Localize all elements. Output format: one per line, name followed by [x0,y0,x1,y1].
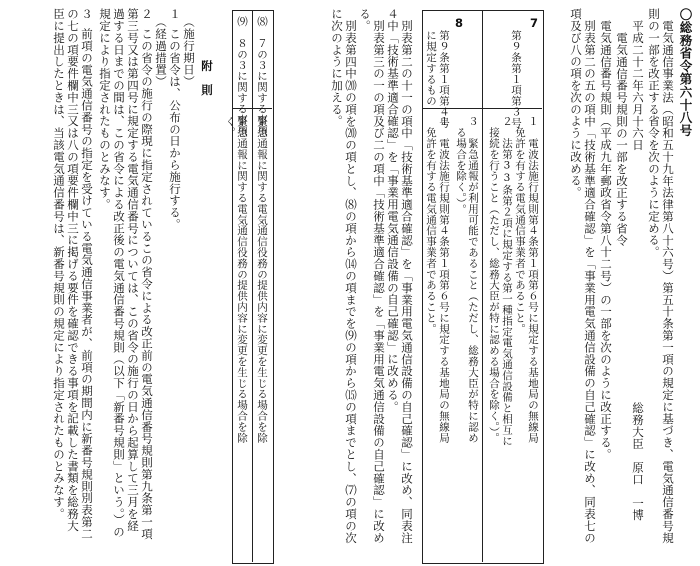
table2-row-9-value: 緊急通報に関する電気通信役務の提供内容に変更を生じる場合を除 [236,116,248,443]
amend-line-2: ４中「技術基準適合確認」を「事業用電気通信設備の自己確認」に改める。 [386,8,400,413]
enactment-date: 平成二十二年六月十六日 [631,20,645,151]
table-row-8-items-1b: 免許を有する電気通信事業者であること。 [425,116,437,334]
s2-text-2: 第三号又は第四号に規定する電気通信番号については、この省令の施行の日から起算して三月を経 [126,8,140,532]
table-row-7-number: 7 [527,16,541,31]
s1-number: １ [168,8,182,20]
table-row-8-number: 8 [452,16,466,31]
supplementary-heading: 附 則 [200,60,214,96]
s2-number: ２ [140,8,154,20]
table-row-7-label: 第９条第１項第３号 [510,30,522,129]
law-line-2: 則の一部を改正する省令を次のように定める。 [647,8,661,258]
table-row-7-item-3-vis: ３ 緊急通報が利用可能であること（ただし、総務大臣が特に認め [467,116,479,443]
amendment-heading: 電気通信番号規則の一部を改正する省令 [615,32,629,247]
s3-text-3: 臣に提出したときは、当該電気通信番号は、新番号規則の規定により指定されたものとみなす。 [52,8,66,520]
s3-number: ３ [80,8,94,20]
amend-line-1: 別表第二の十一の項中「技術基準適合確認」を「事業用電気通信設備の自己確認」に改め、同表注 [400,20,414,544]
s2-text-4: 規定により指定されたものとみなす。 [98,8,112,211]
table-row-8-label-2: に規定するもの [425,30,437,107]
s3-text-1: 前項の電気通信番号の指定を受けている電気通信事業者が、前項の期間内に新番号規則別表第二 [80,28,94,540]
s3-text-2: の七の項要件欄中三又は八の項要件欄中三に掲げる要件を確認できる事項を記載した書類を総務大 [66,8,80,532]
intro-line-3: 項及び八の項を次のように改める。 [569,8,583,199]
minister-signature: 総務大臣 原口 一博 [631,402,645,521]
s2-title: （経過措置） [154,16,168,88]
amend-line-5: 別表第四中⒇の項を⒇の項とし、⑻の項から⒁の項までを⑼の項から⒂の項までとし、⑺の項の次 [344,20,358,544]
s2-text-1: この省令の施行の際現に指定されているこの省令による改正前の電気通信番号規則第九条第一項 [140,28,154,540]
table-row-7-item-2: ２ 法第33条第２項に規定する第一種指定電気通信設備と相互に [501,116,513,446]
table2-row-9-value-b: く。 [224,116,236,138]
s2-text-3: 過する日までの間は、この省令による改正後の電気通信番号規則（以下「新番号規則」という。）の [112,8,126,538]
intro-line-1: 電気通信番号規則（平成九年郵政省令第八十二号）の一部を次のように改正する。 [599,20,613,461]
law-line-1: 電気通信事業法（昭和五十九年法律第八十六号）第五十条第一項の規定に基づき、電気通信番号規 [661,20,675,544]
table2-row-9-label: ⑼ ８の３に関する事項 [236,16,248,136]
table-divider-vertical [482,10,483,562]
table-row-8-label: 第９条第１項第４号 [438,30,450,129]
table2-row-8-label: ⑻ ７の３に関する事項 [256,16,268,136]
ordinance-title: 〇総務省令第六十八号 [678,8,693,137]
table2-row-8-value: 緊急通報に関する電気通信役務の提供内容に変更を生じる場合を除 [256,116,268,443]
table2-divider-vertical [252,10,253,562]
table-row-7-item-2b: 接続を行うこと（ただし、総務大臣が特に認める場合を除く。）。 [488,116,500,444]
s1-title: （施行期日） [182,16,196,88]
table-row-7-item-1: １ 電波法施行規則第４条第１項第６号に規定する基地局の無線局 [527,116,539,443]
intro-line-2: 別表第二の五の項中「技術基準適合確認」を「事業用電気通信設備の自己確認」に改め、同表七の [583,20,597,544]
amend-line-6: に次のように加える。 [330,8,344,127]
amend-line-4: る。 [358,8,372,32]
table-row-7-item-3b: る場合を除く。）。 [455,116,467,215]
table-row-8-items-1: １ 電波法施行規則第４条第１項第６号に規定する基地局の無線局 [438,116,450,443]
table-row-7-item-1b: 免許を有する電気通信事業者であること。 [514,116,526,334]
amend-line-3: 別表第三の一の項及び二の項中「技術基準適合確認」を「事業用電気通信設備の自己確認」に改め [372,20,386,544]
s1-text: この省令は、公布の日から施行する。 [168,28,182,231]
